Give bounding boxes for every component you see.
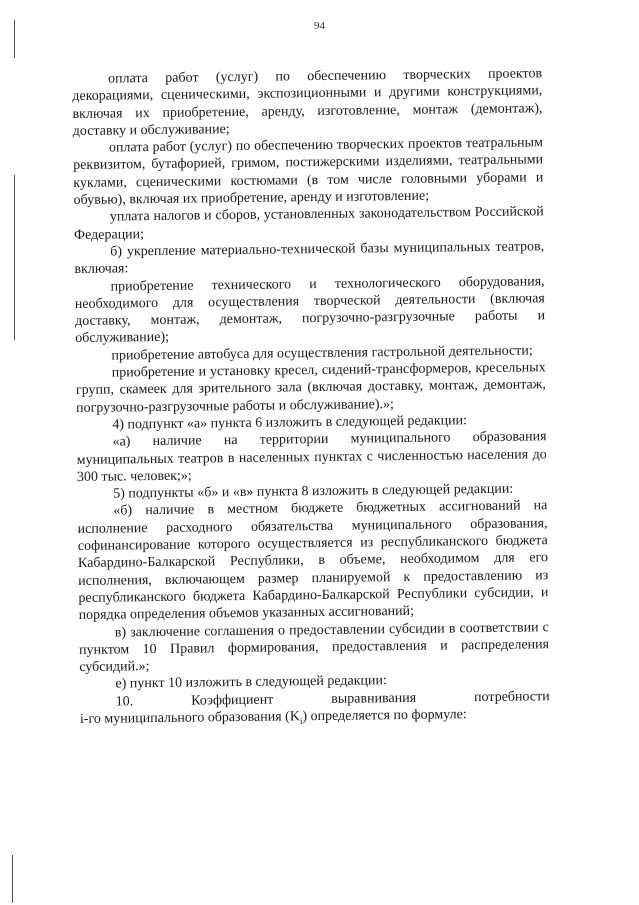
paragraph: в) заключение соглашения о предоставлении субсидии в соответствии с пунктом 10 Правил формирования, предоставления и распределения субсидий.»; — [78, 619, 550, 676]
paragraph: «б) наличие в местном бюджете бюджетных ассигнований на исполнение расходного обязательства муниципального образования, софинансирование которого осуществляется из республиканского бюджета Кабардино-Балкарской Республики, в объеме, необходимом для его исполнения, включающем размер планируемой к предоставлению из республиканского бюджета Кабардино-Балкарской Республики субсидии, и порядка определения объемов указанных ассигнований; — [77, 498, 549, 624]
left-margin-line — [14, 20, 15, 58]
paragraph: 4) подпункт «а» пункта 6 изложить в следующей редакции: — [112, 413, 468, 433]
paragraph: уплата налогов и сборов, установленных законодательством Российской Федерации; — [73, 204, 544, 243]
paragraph: оплата работ (услуг) по обеспечению творческих проектов декорациями, сценическими, экспозиционными и другими конструкциями, включая их приобретение, аренду, изготовление, монтаж (демонтаж), доставку и обслуживание; — [72, 66, 543, 139]
page-number: 94 — [314, 20, 325, 32]
formula-intro-subscript: i — [299, 716, 303, 727]
formula-intro-prefix: i-го муниципального образования (K — [79, 709, 300, 727]
formula-intro-suffix: ) определяется по формуле: — [302, 707, 467, 725]
paragraph: оплата работ (услуг) по обеспечению творческих проектов театральным реквизитом, бутафорией, гримом, постижерскими изделиями, театральными куклами, сценическими костюмами (в том числе головными уборами и обувью), включая их приобретение, аренду и изготовление; — [73, 135, 544, 209]
paragraph: б) укрепление материально-технической базы муниципальных театров, включая: — [74, 239, 545, 278]
document-body — [72, 65, 550, 728]
paragraph: приобретение технического и технологического оборудования, необходимого для осуществления творческой деятельности (включая доставку, монтаж, демонтаж, погрузочно-разгрузочные работы и обслуживание); — [74, 273, 546, 347]
paragraph: приобретение автобуса для осуществления гастрольной деятельности; — [111, 343, 533, 364]
left-margin-line — [14, 175, 15, 340]
left-margin-line — [12, 855, 13, 903]
paragraph: е) пункт 10 изложить в следующей редакции: — [115, 673, 387, 692]
paragraph: приобретение и установку кресел, сидений-трансформеров, кресельных групп, скамеек для зрительного зала (включая доставку, монтаж, демонтаж, погрузочно-разгрузочные работы и обслуживание).»; — [75, 360, 546, 416]
paragraph: 5) подпункты «б» и «в» пункта 8 изложить в следующей редакции: — [113, 481, 514, 502]
paragraph: 10. Коэффициент выравнивания потребности — [115, 688, 550, 710]
paragraph: «а) наличие на территории муниципального образования муниципальных театров в населенных пунктах с численностью населения до 300 тыс. человек;»; — [76, 429, 547, 485]
